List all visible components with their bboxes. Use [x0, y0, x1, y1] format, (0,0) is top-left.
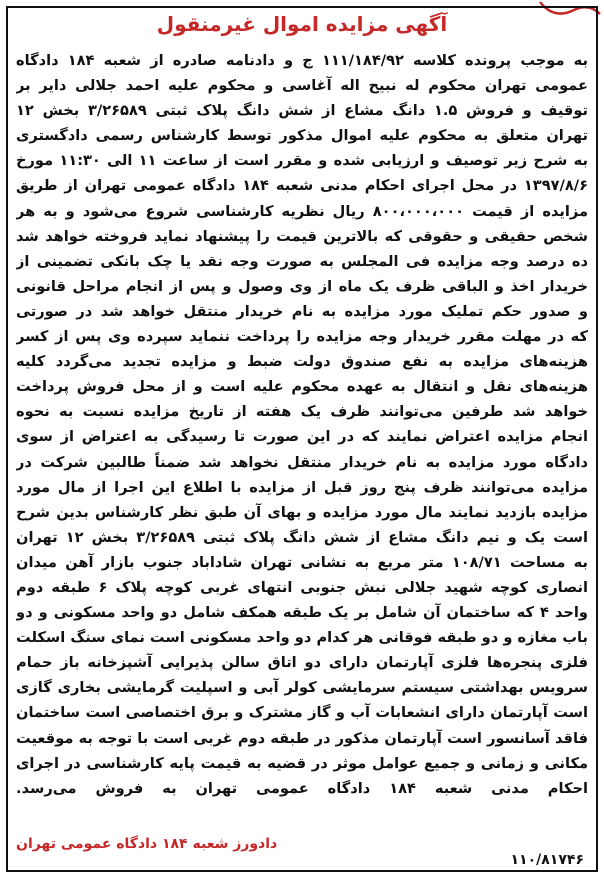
body-line: مزایده می‌توانند ظرف پنج روز قبل از مزایده با اطلاع این اجرا از مال مورد	[16, 478, 588, 496]
body-line: فاقد آسانسور است آپارتمان مذکور در طبقه دوم غربی است با توجه به موقعیت	[16, 729, 588, 747]
body-line: که در مهلت مقرر خریدار وجه مزایده را پرداخت ننماید سپرده وی پس از کسر	[16, 328, 588, 346]
body-line: خواهد شد طرفین می‌توانند ظرف یک هفته از تاریخ مزایده نسبت به نحوه	[16, 403, 588, 421]
body-line: باب مغازه و دو طبقه فوقانی هر کدام دو واحد مسکونی است نمای سنگ اسکلت	[16, 629, 588, 647]
body-line: انجام مزایده اعتراض نمایند که در این صورت تا رسیدگی به اعتراض از سوی	[16, 428, 588, 446]
body-line: احکام مدنی شعبه ۱۸۴ دادگاه عمومی تهران به فروش می‌رسد.	[16, 779, 588, 797]
body-line: است آپارتمان دارای انشعابات آب و گاز مشترک و برق اختصاصی است ساختمان	[16, 704, 588, 722]
body-line: دادگاه مورد مزایده به نام خریدار منتقل نخواهد شد ضمناً طالبین شرکت در	[16, 453, 588, 471]
body-line: ده درصد وجه مزایده فی المجلس به صورت وجه نقد یا چک بانکی تضمینی از	[16, 252, 588, 270]
body-line: مکانی و زمانی و جمیع عوامل موثر در قضیه به قیمت پایه کارشناسی در اجرای	[16, 754, 588, 772]
body-line: عمومی تهران محکوم له نبیح اله آغاسی و محکوم علیه احمد جلالی دایر بر	[16, 77, 588, 95]
notice-code: ۱۱۰/۸۱۷۴۶	[510, 852, 584, 868]
body-line: فلزی پنجره‌ها فلزی آپارتمان دارای دو اتاق سالن پذیرایی آشپزخانه باز حمام	[16, 654, 588, 672]
body-line: به موجب پرونده کلاسه ۱۱۱/۱۸۴/۹۲ ج و دادنامه صادره از شعبه ۱۸۴ دادگاه	[16, 52, 588, 69]
body-line: مزایده از قیمت ۸۰۰،۰۰۰،۰۰۰ ریال نظریه کارشناسی شروع می‌شود و به هر	[16, 202, 588, 220]
body-line: انصاری کوچه شهید جلالی نبش جنوبی انتهای غربی کوچه پلاک ۶ طبقه دوم	[16, 578, 588, 596]
body-line: ۱۳۹۷/۸/۶ در محل اجرای احکام مدنی شعبه ۱۸۴ دادگاه عمومی تهران از طریق	[16, 177, 588, 195]
body-line: توقیف و فروش ۱.۵ دانگ مشاع از شش دانگ پلاک ثبتی ۳/۲۶۵۸۹ بخش ۱۲	[16, 102, 588, 120]
signature-line: دادورز شعبه ۱۸۴ دادگاه عمومی تهران	[16, 836, 278, 852]
notice-body	[16, 48, 588, 801]
notice-footer	[16, 836, 588, 870]
body-line: هزینه‌های مزایده به نفع صندوق دولت ضبط و مزایده تجدید می‌گردد کلیه	[16, 353, 588, 371]
body-line: سرویس بهداشتی سیستم سرمایشی کولر آبی و اسپلیت گرمایشی بخاری گازی	[16, 679, 588, 697]
body-line: خریدار اخذ و الباقی ظرف یک ماه از وی وصول و پس از انجام مراحل قانونی	[16, 277, 588, 295]
body-line: مزایده بازدید نمایند مال مورد مزایده و بهای آن طبق نظر کارشناس بدین شرح	[16, 503, 588, 521]
notice-title: آگهی مزایده اموال غیرمنقول	[156, 12, 448, 36]
body-line: واحد ۴ که ساختمان آن شامل بر یک طبقه همکف شامل دو واحد مسکونی و دو	[16, 604, 588, 622]
body-line: و صدور حکم تملیک مورد مزایده به نام خریدار منتقل خواهد شد در صورتی	[16, 302, 588, 320]
body-line: شخص حقیقی و حقوقی که بالاترین قیمت را پیشنهاد نماید فروخته خواهد شد	[16, 227, 588, 245]
body-line: به مساحت ۱۰۸/۷۱ متر مربع به نشانی تهران شاداباد جنوب بازار آهن میدان	[16, 553, 588, 571]
body-line: به شرح زیر توصیف و ارزیابی شده و مقرر است از ساعت ۱۱ الی ۱۱:۳۰ مورخ	[16, 152, 588, 170]
body-line: تهران متعلق به محکوم علیه اموال مذکور توسط کارشناس رسمی دادگستری	[16, 127, 588, 145]
body-line: است یک و نیم دانگ مشاع از شش دانگ پلاک ثبتی ۳/۲۶۵۸۹ بخش ۱۲ تهران	[16, 528, 588, 546]
body-line: هزینه‌های نقل و انتقال به عهده محکوم علیه است و از محل فروش پرداخت	[16, 378, 588, 396]
